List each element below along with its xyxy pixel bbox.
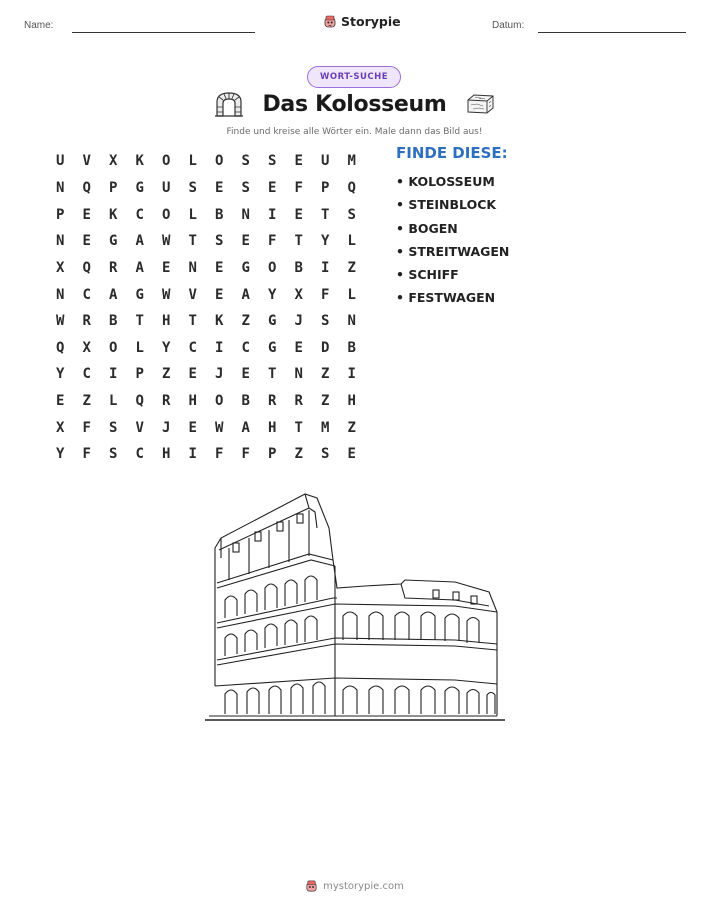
grid-letter[interactable]: S — [215, 233, 224, 250]
grid-letter[interactable]: N — [241, 206, 250, 223]
grid-letter[interactable]: P — [268, 446, 277, 463]
grid-letter[interactable]: A — [135, 259, 144, 276]
grid-letter[interactable]: S — [321, 446, 330, 463]
grid-letter[interactable]: G — [135, 286, 144, 303]
date-line — [538, 32, 686, 33]
grid-letter[interactable]: E — [241, 233, 250, 250]
grid-letter[interactable]: O — [215, 153, 224, 170]
grid-letter[interactable]: K — [109, 206, 118, 223]
grid-letter[interactable]: H — [347, 393, 356, 410]
grid-letter[interactable]: T — [188, 233, 197, 250]
grid-letter[interactable]: Y — [162, 339, 171, 356]
grid-letter[interactable]: E — [294, 339, 303, 356]
grid-letter[interactable]: X — [294, 286, 303, 303]
grid-letter[interactable]: I — [215, 339, 224, 356]
grid-letter[interactable]: P — [109, 179, 118, 196]
grid-letter[interactable]: Y — [56, 366, 65, 383]
grid-letter[interactable]: F — [241, 446, 250, 463]
grid-letter[interactable]: Q — [135, 393, 144, 410]
grid-letter[interactable]: N — [294, 366, 303, 383]
grid-letter[interactable]: Z — [82, 393, 91, 410]
grid-letter[interactable]: C — [135, 206, 144, 223]
grid-letter[interactable]: E — [294, 153, 303, 170]
storypie-mascot-icon — [305, 880, 318, 893]
grid-letter[interactable]: N — [347, 313, 356, 330]
grid-row — [47, 334, 365, 361]
word-item: • STEINBLOCK — [396, 197, 497, 213]
grid-row — [47, 201, 365, 228]
word-item: • STREITWAGEN — [396, 243, 510, 259]
grid-letter[interactable]: P — [321, 179, 330, 196]
grid-row — [47, 228, 365, 255]
name-line — [72, 32, 255, 33]
footer — [0, 880, 709, 893]
grid-letter[interactable]: G — [241, 259, 250, 276]
grid-letter[interactable]: P — [135, 366, 144, 383]
grid-letter[interactable]: I — [268, 206, 277, 223]
grid-letter[interactable]: W — [215, 419, 224, 436]
grid-letter[interactable]: A — [241, 286, 250, 303]
grid-letter[interactable]: C — [82, 286, 91, 303]
grid-row — [47, 441, 365, 468]
grid-letter[interactable]: E — [82, 206, 91, 223]
grid-letter[interactable]: O — [109, 339, 118, 356]
grid-letter[interactable]: O — [268, 259, 277, 276]
grid-letter[interactable]: F — [215, 446, 224, 463]
grid-letter[interactable]: J — [162, 419, 171, 436]
grid-letter[interactable]: Y — [56, 446, 65, 463]
grid-letter[interactable]: F — [82, 446, 91, 463]
grid-letter[interactable]: G — [268, 313, 277, 330]
grid-letter[interactable]: N — [56, 286, 65, 303]
word-item: • SCHIFF — [396, 267, 459, 283]
word-item: • BOGEN — [396, 220, 458, 236]
grid-letter[interactable]: H — [162, 446, 171, 463]
grid-letter[interactable]: W — [162, 233, 171, 250]
colosseum-picture — [205, 488, 507, 728]
grid-letter[interactable]: O — [162, 153, 171, 170]
grid-letter[interactable]: Z — [321, 393, 330, 410]
grid-letter[interactable]: S — [109, 446, 118, 463]
grid-letter[interactable]: Z — [321, 366, 330, 383]
grid-letter[interactable]: L — [347, 286, 356, 303]
grid-letter[interactable]: B — [241, 393, 250, 410]
grid-letter[interactable]: X — [56, 259, 65, 276]
grid-letter[interactable]: G — [135, 179, 144, 196]
grid-letter[interactable]: K — [135, 153, 144, 170]
grid-letter[interactable]: C — [82, 366, 91, 383]
grid-letter[interactable]: E — [188, 419, 197, 436]
grid-letter[interactable]: R — [162, 393, 171, 410]
grid-letter[interactable]: T — [294, 233, 303, 250]
brand-name: Storypie — [341, 14, 401, 29]
grid-letter[interactable]: F — [294, 179, 303, 196]
grid-letter[interactable]: T — [268, 366, 277, 383]
grid-letter[interactable]: U — [56, 153, 65, 170]
grid-letter[interactable]: V — [188, 286, 197, 303]
word-search-badge: WORT-SUCHE — [307, 66, 401, 88]
grid-letter[interactable]: Q — [347, 179, 356, 196]
grid-letter[interactable]: G — [268, 339, 277, 356]
grid-letter[interactable]: X — [82, 339, 91, 356]
grid-letter[interactable]: Y — [268, 286, 277, 303]
grid-letter[interactable]: U — [321, 153, 330, 170]
grid-letter[interactable]: V — [82, 153, 91, 170]
grid-row — [47, 175, 365, 202]
grid-letter[interactable]: E — [347, 446, 356, 463]
word-item: • KOLOSSEUM — [396, 174, 495, 189]
grid-letter[interactable]: X — [109, 153, 118, 170]
grid-row — [47, 148, 365, 175]
grid-letter[interactable]: A — [109, 286, 118, 303]
page-title: Das Kolosseum — [262, 91, 447, 117]
date-label: Datum: — [492, 20, 525, 31]
footer-site: mystorypie.com — [323, 881, 404, 892]
grid-letter[interactable]: E — [56, 393, 65, 410]
grid-letter[interactable]: X — [56, 419, 65, 436]
word-list — [396, 144, 509, 310]
grid-letter[interactable]: E — [162, 259, 171, 276]
grid-letter[interactable]: B — [294, 259, 303, 276]
grid-letter[interactable]: K — [215, 313, 224, 330]
grid-letter[interactable]: F — [82, 419, 91, 436]
grid-letter[interactable]: V — [135, 419, 144, 436]
grid-letter[interactable]: Z — [347, 259, 356, 276]
grid-letter[interactable]: Q — [82, 259, 91, 276]
grid-letter[interactable]: Z — [347, 419, 356, 436]
grid-letter[interactable]: A — [241, 419, 250, 436]
grid-letter[interactable]: S — [268, 153, 277, 170]
grid-letter[interactable]: E — [268, 179, 277, 196]
storypie-mascot-icon — [323, 15, 337, 29]
grid-letter[interactable]: A — [135, 233, 144, 250]
grid-row — [47, 308, 365, 335]
grid-letter[interactable]: Z — [162, 366, 171, 383]
grid-letter[interactable]: M — [321, 419, 330, 436]
grid-letter[interactable]: S — [109, 419, 118, 436]
grid-letter[interactable]: N — [56, 233, 65, 250]
grid-row — [47, 361, 365, 388]
grid-letter[interactable]: P — [56, 206, 65, 223]
grid-letter[interactable]: Y — [321, 233, 330, 250]
grid-letter[interactable]: B — [215, 206, 224, 223]
grid-row — [47, 281, 365, 308]
letter-grid — [47, 148, 365, 468]
grid-letter[interactable]: F — [321, 286, 330, 303]
name-label: Name: — [24, 20, 54, 31]
stone-arch-icon — [214, 91, 244, 117]
grid-letter[interactable]: L — [109, 393, 118, 410]
grid-letter[interactable]: S — [241, 179, 250, 196]
grid-letter[interactable]: N — [188, 259, 197, 276]
grid-letter[interactable]: I — [109, 366, 118, 383]
grid-letter[interactable]: Q — [56, 339, 65, 356]
grid-letter[interactable]: E — [82, 233, 91, 250]
grid-letter[interactable]: C — [135, 446, 144, 463]
grid-letter[interactable]: S — [321, 313, 330, 330]
word-item: • FESTWAGEN — [396, 290, 496, 306]
word-list-heading: FINDE DIESE: — [396, 144, 508, 162]
grid-letter[interactable]: E — [241, 366, 250, 383]
grid-letter[interactable]: Z — [241, 313, 250, 330]
grid-letter[interactable]: L — [188, 206, 197, 223]
grid-letter[interactable]: O — [162, 206, 171, 223]
grid-letter[interactable]: J — [294, 313, 303, 330]
grid-letter[interactable]: O — [215, 393, 224, 410]
grid-letter[interactable]: N — [56, 179, 65, 196]
grid-letter[interactable]: D — [321, 339, 330, 356]
grid-letter[interactable]: E — [215, 259, 224, 276]
grid-letter[interactable]: W — [56, 313, 65, 330]
grid-letter[interactable]: T — [294, 419, 303, 436]
grid-letter[interactable]: E — [294, 206, 303, 223]
grid-row — [47, 414, 365, 441]
grid-letter[interactable]: W — [162, 286, 171, 303]
grid-letter[interactable]: F — [268, 233, 277, 250]
grid-letter[interactable]: S — [347, 206, 356, 223]
grid-letter[interactable]: U — [162, 179, 171, 196]
grid-row — [47, 388, 365, 415]
grid-letter[interactable]: L — [135, 339, 144, 356]
grid-letter[interactable]: M — [347, 153, 356, 170]
grid-letter[interactable]: T — [135, 313, 144, 330]
grid-letter[interactable]: L — [347, 233, 356, 250]
brand-logo — [323, 14, 401, 29]
grid-letter[interactable]: R — [82, 313, 91, 330]
grid-letter[interactable]: B — [109, 313, 118, 330]
grid-letter[interactable]: H — [162, 313, 171, 330]
grid-letter[interactable]: Z — [294, 446, 303, 463]
stone-block-icon — [465, 93, 495, 115]
grid-letter[interactable]: R — [268, 393, 277, 410]
grid-letter[interactable]: I — [347, 366, 356, 383]
grid-letter[interactable]: T — [188, 313, 197, 330]
grid-letter[interactable]: I — [188, 446, 197, 463]
grid-letter[interactable]: G — [109, 233, 118, 250]
grid-letter[interactable]: E — [188, 366, 197, 383]
colosseum-illustration — [205, 488, 507, 724]
grid-letter[interactable]: B — [347, 339, 356, 356]
grid-row — [47, 255, 365, 282]
grid-letter[interactable]: S — [241, 153, 250, 170]
title-row — [0, 91, 709, 117]
grid-letter[interactable]: R — [109, 259, 118, 276]
grid-letter[interactable]: H — [268, 419, 277, 436]
grid-letter[interactable]: E — [215, 286, 224, 303]
instructions: Finde und kreise alle Wörter ein. Male dann das Bild aus! — [226, 127, 483, 137]
grid-letter[interactable]: R — [294, 393, 303, 410]
grid-letter[interactable]: J — [215, 366, 224, 383]
grid-letter[interactable]: T — [321, 206, 330, 223]
grid-letter[interactable]: C — [241, 339, 250, 356]
grid-letter[interactable]: Q — [82, 179, 91, 196]
grid-letter[interactable]: L — [188, 153, 197, 170]
grid-letter[interactable]: I — [321, 259, 330, 276]
grid-letter[interactable]: C — [188, 339, 197, 356]
grid-letter[interactable]: H — [188, 393, 197, 410]
grid-letter[interactable]: S — [188, 179, 197, 196]
grid-letter[interactable]: E — [215, 179, 224, 196]
